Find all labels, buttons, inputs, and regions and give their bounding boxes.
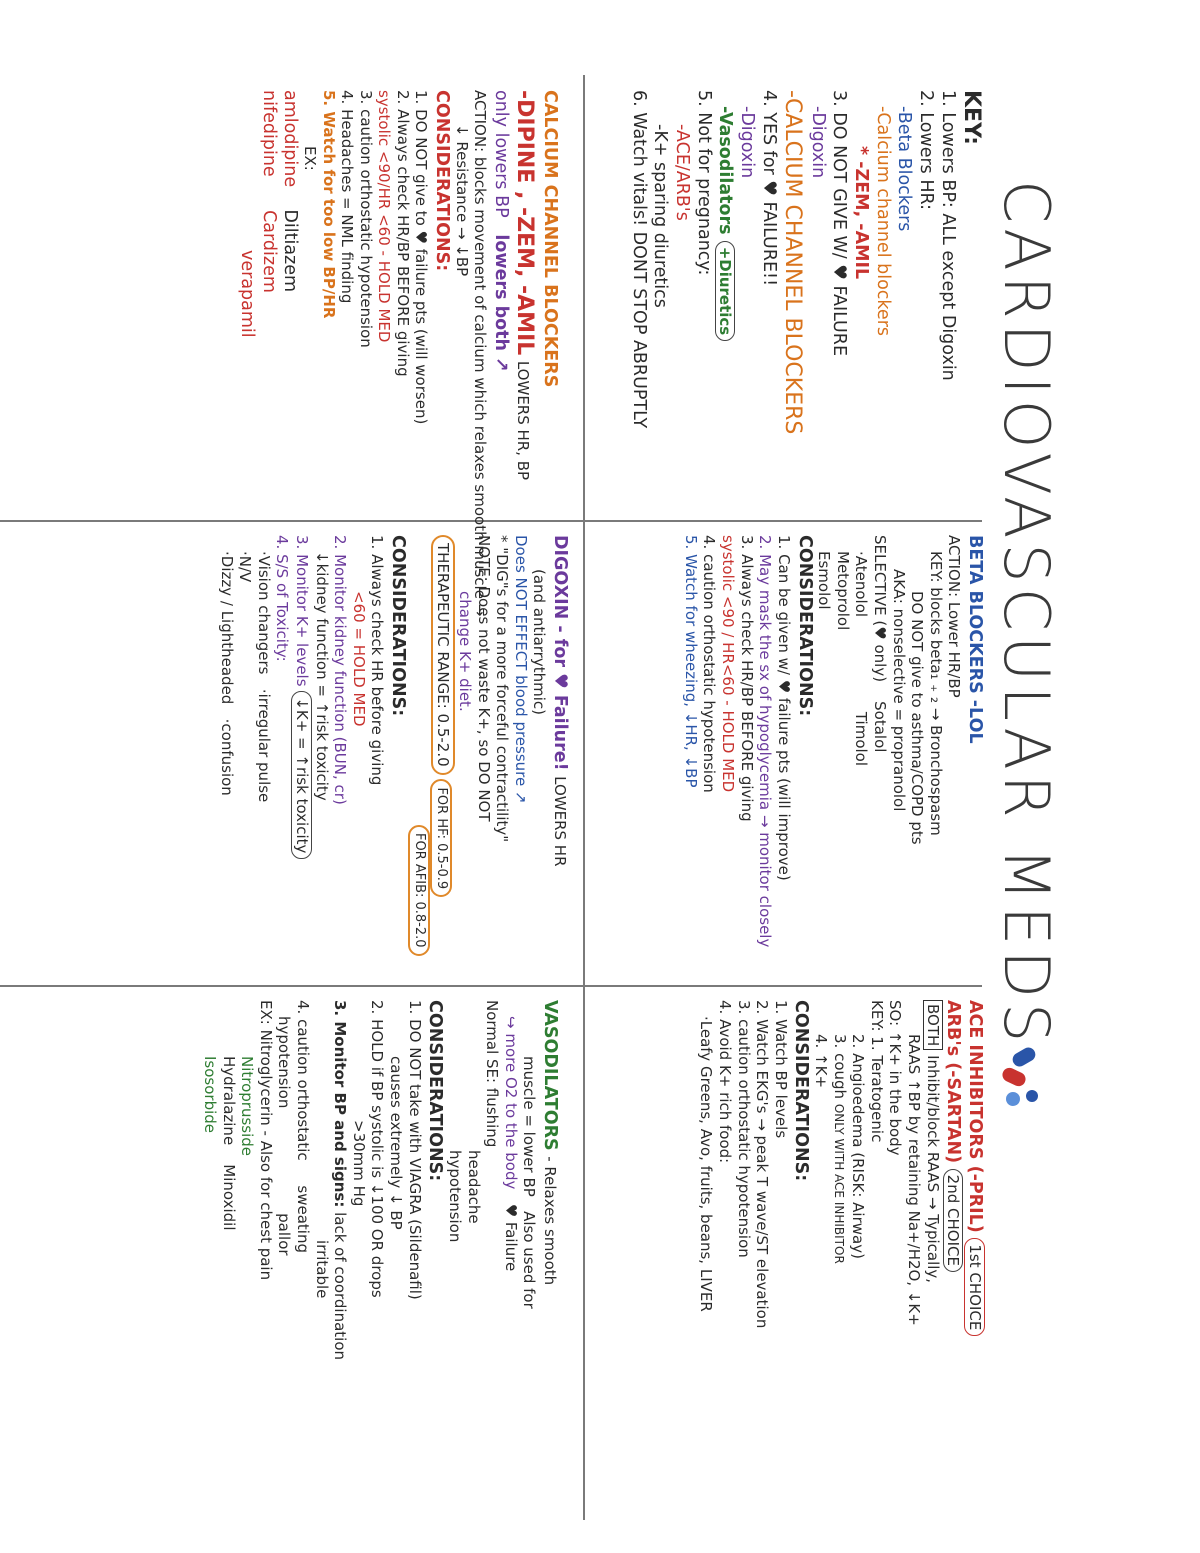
ccb-consideration: 3. caution orthostatic hypotension — [356, 90, 375, 348]
ccb-consideration: 2. Always check HR/BP BEFORE giving — [393, 90, 412, 377]
ace-considerations-heading: CONSIDERATIONS: — [791, 1000, 812, 1182]
key-line: -CALCIUM CHANNEL BLOCKERS — [779, 90, 805, 435]
ccb-example: Cardizem — [258, 210, 279, 293]
arb-heading-row — [942, 1000, 964, 1520]
vaso-desc: - Relaxes smooth — [541, 1156, 559, 1286]
dig-toxicity-sign: ·N/V — [236, 551, 255, 583]
dig-heading: DIGOXIN - for ♥ Failure! — [550, 535, 570, 771]
vaso-example-row — [219, 1000, 238, 1520]
dig-afib-range: FOR AFIB: 0.8-2.0 — [408, 825, 430, 956]
beta-selective: SELECTIVE (♥ only) — [870, 535, 889, 683]
dig-consideration: 1. Always check HR before giving — [368, 535, 387, 786]
beta-line: KEY: blocks beta₁ ₊ ₂ → Bronchospasm — [926, 551, 945, 836]
beta-consideration: systolic <90 / HR<60 - HOLD MED — [719, 535, 738, 793]
ace-line: SO: ↑K+ in the body — [886, 1000, 905, 1156]
key-line: * -ZEM, -AMIL — [850, 146, 871, 280]
ace-both-box: BOTH — [923, 1000, 943, 1050]
dig-consideration: 4. S/S of Toxicity: — [273, 535, 292, 662]
vaso-consideration: 3. Monitor BP and signs: — [331, 1000, 350, 1208]
ccb-action2: ↓ Resistance → ↓BP — [452, 124, 471, 277]
ccb-action: ACTION: blocks movement of calcium which relaxes smooth muscle → — [471, 90, 490, 617]
beta-line: ACTION: Lower HR/BP — [945, 535, 964, 698]
vaso-example-row: EX: Nitroglycerin - Also for chest pain — [256, 1000, 275, 1281]
beta-line: AKA: nonselective = propranolol — [889, 569, 908, 812]
beta-line: DO NOT give to asthma/COPD pts — [908, 591, 927, 845]
vaso-example: Nitroprusside — [238, 1056, 257, 1157]
dig-toxicity-sign: ·Dizzy / Lightheaded — [217, 551, 236, 705]
ace-consideration: 2. Watch EKG's → peak T wave/ST elevation — [753, 1000, 772, 1329]
vaso-consideration: hypotension — [275, 1016, 294, 1109]
ccb-suffix-row — [511, 90, 538, 515]
vaso-example: Isosorbide — [201, 1056, 220, 1134]
ccb-example: amlodipine — [280, 90, 301, 188]
ace-line: 2. Angioedema (RISK: Airway) — [849, 1034, 868, 1259]
key-line: 4. YES for ♥ FAILURE!! — [758, 90, 779, 287]
beta-drug: ·Atenolol — [852, 551, 871, 618]
ccb-lowers-row — [489, 90, 511, 515]
ccb-only-bp: only lowers BP — [491, 90, 512, 218]
ace-both-text: Inhibit/block RAAS → Typically, — [923, 1055, 942, 1284]
ccb-examples-row — [235, 90, 257, 515]
ace-cough-note: ONLY WITH ACE INHIBITOR — [831, 1103, 846, 1264]
ccb-consideration: 1. DO NOT give to ♥ failure pts (will worsen) — [412, 90, 431, 425]
dig-range-row — [408, 535, 430, 980]
ace-both-row — [923, 1000, 942, 1520]
vaso-heading-row — [538, 1000, 560, 1520]
ace-consideration: ·Leafy Greens, Avo, fruits, beans, LIVER — [697, 1016, 716, 1312]
vaso-considerations-heading: CONSIDERATIONS: — [425, 1000, 446, 1182]
dig-line: (and antiarrythmic) — [530, 569, 549, 715]
vasodilators-label: -Vasodilators — [715, 106, 736, 235]
vaso-example: Hydralazine — [219, 1056, 238, 1146]
dig-line: change K+ diet. — [455, 591, 474, 712]
pill-icon — [1026, 1090, 1038, 1102]
dig-consideration-row — [291, 535, 312, 980]
dig-k-bubble: ↓K+ = ↑risk toxicity — [291, 691, 312, 859]
beta-drug: Esmolol — [815, 551, 834, 610]
dig-line: * "DIG"s for a more forceful contractility" — [493, 535, 512, 843]
dig-toxicity-sign: ·Vision changers — [254, 551, 273, 675]
beta-consideration: 3. Always check HR/BP BEFORE giving — [737, 535, 756, 822]
vaso-consideration: 4. caution orthostatic — [294, 1000, 313, 1161]
ccb-lowers-both: lowers both ↗ — [491, 234, 512, 372]
key-line: 5. Not for pregnancy: — [693, 90, 714, 276]
vaso-signs-row — [331, 1000, 350, 1520]
key-line: 3. DO NOT GIVE W/ ♥ FAILURE — [829, 90, 850, 357]
ccb-example: Diltiazem — [280, 209, 301, 293]
key-line: 1. Lowers BP: ALL except Digoxin — [937, 90, 958, 381]
vaso-also: Also used for — [520, 1211, 539, 1309]
vaso-line: hypotension — [445, 1150, 464, 1243]
dig-toxicity-row — [254, 535, 273, 980]
page-title: CARDIOVASCULAR MEDS — [990, 180, 1063, 1048]
beta-drug: Timolol — [852, 711, 871, 767]
ccb-examples-row — [257, 90, 279, 515]
dig-consideration: ↓kidney function = ↑risk toxicity — [312, 551, 331, 801]
beta-considerations-heading: CONSIDERATIONS: — [794, 535, 815, 717]
key-heading: KEY: — [959, 90, 984, 145]
ace-heading-row — [963, 1000, 985, 1520]
vaso-sign: lack of coordination — [331, 1212, 350, 1361]
key-line: -Beta Blockers — [894, 106, 915, 232]
ccb-examples-row — [279, 90, 301, 515]
divider-horizontal — [583, 75, 585, 1520]
arb-second-choice: 2nd CHOICE — [943, 1169, 964, 1272]
vaso-sign: pallor — [275, 1213, 294, 1256]
dig-consideration: <60 = HOLD MED — [349, 591, 368, 727]
vaso-also: ♥ Failure — [501, 1203, 520, 1272]
ccb-suffix: -DIPINE , -ZEM, -AMIL — [512, 90, 538, 356]
ccb-example: verapamil — [236, 250, 257, 338]
ace-line: 4. ↑K+ — [812, 1034, 831, 1089]
vaso-line: Normal SE: flushing — [483, 1000, 502, 1148]
key-line: -Digoxin — [807, 106, 828, 179]
ccb-heading: CALCIUM CHANNEL BLOCKERS — [540, 90, 560, 388]
ace-line: RAAS ↑BP by retaining Na+/H2O, ↓K+ — [905, 1034, 924, 1326]
vaso-sign: sweating — [294, 1185, 313, 1253]
divider-vertical-2 — [0, 985, 982, 987]
ccb-ex-label: EX: — [300, 146, 319, 171]
ace-first-choice: 1st CHOICE — [964, 1238, 985, 1336]
vaso-consideration: 2. HOLD if BP systolic is ↓100 OR drops — [368, 1000, 387, 1298]
beta-consideration: 2. May mask the sx of hypoglycemia → monitor closely — [756, 535, 775, 948]
ace-line: 3. cough — [830, 1034, 849, 1100]
dig-lowers-hr: LOWERS HR — [551, 776, 569, 867]
arb-heading: ARB's (-SARTAN) — [943, 1000, 964, 1164]
dig-toxicity-row — [217, 535, 236, 980]
ccb-consideration: 5. Watch for too low BP/HR — [319, 90, 338, 319]
key-section — [627, 90, 985, 515]
vaso-desc: ↪ more O2 to the body — [501, 1016, 520, 1190]
vaso-sign: irritable — [312, 1240, 331, 1299]
dig-consideration: 3. Monitor K+ levels — [293, 535, 312, 687]
vaso-consideration: causes extremely ↓ BP — [387, 1056, 406, 1230]
key-line: 2. Lowers HR: — [916, 90, 937, 211]
ace-consideration: 1. Watch BP levels — [771, 1000, 790, 1139]
key-line: -Calcium channel blockers — [872, 106, 893, 337]
beta-section — [681, 535, 985, 980]
ace-line: KEY: 1. Teratogenic — [867, 1000, 886, 1143]
dig-line: NOTE: Does not waste K+, so DO NOT — [474, 535, 493, 822]
beta-selective-row — [870, 535, 889, 980]
ccb-considerations-heading: CONSIDERATIONS: — [432, 90, 453, 272]
dig-consideration: 2. Monitor kidney function (BUN, cr) — [331, 535, 350, 805]
dig-toxicity-sign: ·irregular pulse — [254, 688, 273, 803]
ace-section — [697, 1000, 985, 1520]
dig-considerations-heading: CONSIDERATIONS: — [388, 535, 409, 717]
vasodilators-section — [201, 1000, 560, 1520]
vaso-signs-row — [275, 1000, 294, 1520]
dig-hf-range: FOR HF: 0.5-0.9 — [430, 779, 452, 897]
vaso-line: headache — [464, 1150, 483, 1224]
beta-drug: Metoprolol — [833, 551, 852, 631]
vaso-signs-row — [294, 1000, 313, 1520]
ace-consideration: 3. caution orthostatic hypotension — [734, 1000, 753, 1258]
vaso-desc: muscle = lower BP — [520, 1056, 539, 1197]
dig-heading-row — [548, 535, 570, 980]
ace-consideration: 4. Avoid K+ rich food: — [716, 1000, 734, 1164]
dig-toxicity-sign: ·confusion — [217, 718, 236, 796]
beta-consideration: 4. caution orthostatic hypotension — [700, 535, 719, 793]
ccb-consideration: systolic <90/HR <60 - HOLD MED — [375, 90, 394, 343]
ccb-lowers: LOWERS HR, BP — [514, 360, 533, 481]
dig-range-row — [430, 535, 455, 980]
pill-icon — [1006, 1092, 1020, 1106]
beta-consideration: 1. Can be given w/ ♥ failure pts (will improve) — [774, 535, 793, 881]
diuretics-bubble: +Diuretics — [715, 241, 736, 342]
key-line: -Digoxin — [736, 106, 757, 179]
vaso-desc-row — [501, 1000, 520, 1520]
beta-consideration: 5. Watch for wheezing, ↓HR, ↓BP — [681, 535, 700, 788]
vaso-example: Minoxidil — [219, 1164, 238, 1231]
dig-therapeutic-range: THERAPEUTIC RANGE: 0.5-2.0 — [431, 535, 456, 775]
key-line: -ACE/ARB's — [671, 124, 692, 221]
key-line: -K+ sparing diuretics — [650, 124, 671, 308]
ccb-example: nifedipine — [258, 90, 279, 177]
vaso-heading: VASODILATORS — [540, 1000, 560, 1151]
digoxin-section — [217, 535, 570, 980]
divider-vertical-1 — [0, 520, 982, 522]
vaso-consideration: >30mm Hg — [349, 1120, 368, 1207]
ace-cough-row — [830, 1000, 849, 1520]
beta-drug: Sotalol — [870, 701, 889, 753]
vaso-consideration: 1. DO NOT take with VIAGRA (Sildenafil) — [405, 1000, 424, 1300]
ace-heading: ACE INHIBITORS (-PRIL) — [965, 1000, 985, 1233]
key-line: 6. Watch vitals! DONT STOP ABRUPTLY — [628, 90, 649, 429]
beta-heading: BETA BLOCKERS -LOL — [965, 535, 985, 744]
key-line — [714, 90, 736, 515]
ccb-consideration: 4. Headaches = NML finding — [338, 90, 357, 304]
dig-line: Does NOT EFFECT blood pressure ↗ — [511, 535, 530, 804]
beta-selective-row — [852, 535, 871, 980]
vaso-desc-row — [520, 1000, 539, 1520]
